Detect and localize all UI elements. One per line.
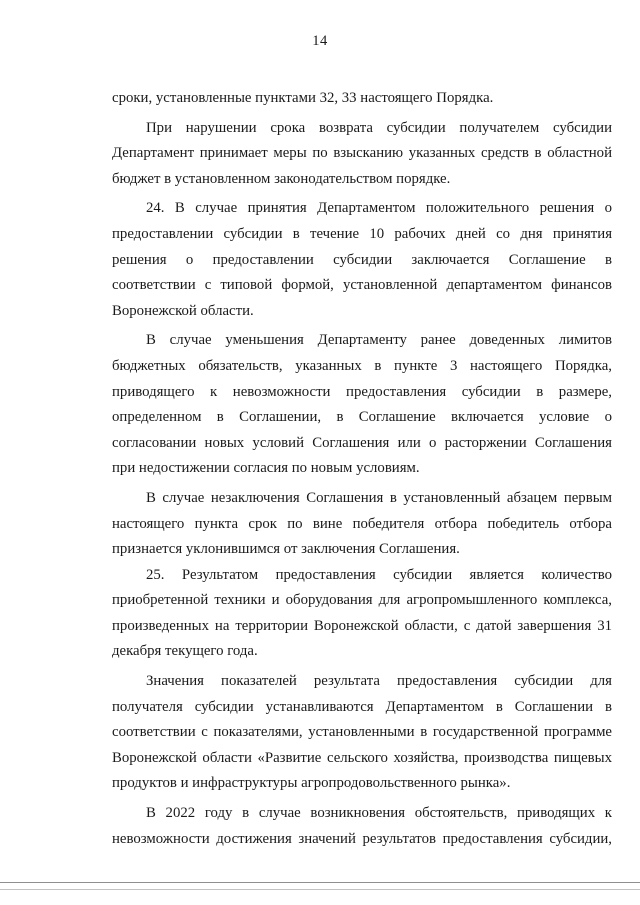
scan-edge-line [0,889,640,890]
document-body [112,86,612,852]
text-line: получателя субсидии устанавливаются Департаментом в Соглашении в [112,698,612,715]
text-line: соответствии с показателями, установленными в государственной программе [112,724,612,741]
text-line: 24. В случае принятия Департаментом положительного решения о [146,200,612,217]
text-line: Воронежской области «Развитие сельского хозяйства, производства пищевых [112,749,612,766]
text-line: В 2022 году в случае возникновения обстоятельств, приводящих к [146,805,612,822]
text-line: сроки, установленные пунктами 32, 33 настоящего Порядка. [112,90,494,106]
text-line: согласовании новых условий Соглашения или о расторжении Соглашения [112,434,612,451]
page-number: 14 [312,33,328,49]
text-line: настоящего пункта срок по вине победителя отбора победитель отбора [112,515,612,532]
text-line: В случае уменьшения Департаменту ранее доведенных лимитов [146,332,612,349]
text-line: предоставлении субсидии в течение 10 рабочих дней со дня принятия [112,225,612,242]
text-line: признается уклонившимся от заключения Соглашения. [112,541,460,558]
scan-edge-line [0,882,640,883]
text-line: соответствии с типовой формой, установленной департаментом финансов [112,277,612,294]
text-line: Воронежской области. [112,302,254,319]
text-line: Значения показателей результата предоставления субсидии для [146,673,612,690]
text-line: продуктов и инфраструктуры агропродовольственного рынка». [112,775,511,792]
text-line: приводящего к невозможности предоставления субсидии в размере, [112,383,612,400]
text-line: 25. Результатом предоставления субсидии является количество [146,566,612,583]
text-line: невозможности достижения значений результатов предоставления субсидии, [112,830,612,847]
text-line: декабря текущего года. [112,643,258,660]
text-line: При нарушении срока возврата субсидии получателем субсидии [146,119,612,136]
text-line: произведенных на территории Воронежской области, с датой завершения 31 [112,617,612,634]
text-line: решения о предоставлении субсидии заключается Соглашение в [112,251,612,268]
text-line: определенном в Соглашении, в Соглашение включается условие о [112,409,612,426]
text-line: Департамент принимает меры по взысканию указанных средств в областной [112,145,612,162]
text-line: приобретенной техники и оборудования для агропромышленного комплекса, [112,592,612,609]
text-line: В случае незаключения Соглашения в установленный абзацем первым [146,489,612,506]
text-line: при недостижении согласия по новым условиям. [112,460,420,477]
text-line: бюджетных обязательств, указанных в пункте 3 настоящего Порядка, [112,357,612,374]
text-line: бюджет в установленном законодательством порядке. [112,170,451,187]
